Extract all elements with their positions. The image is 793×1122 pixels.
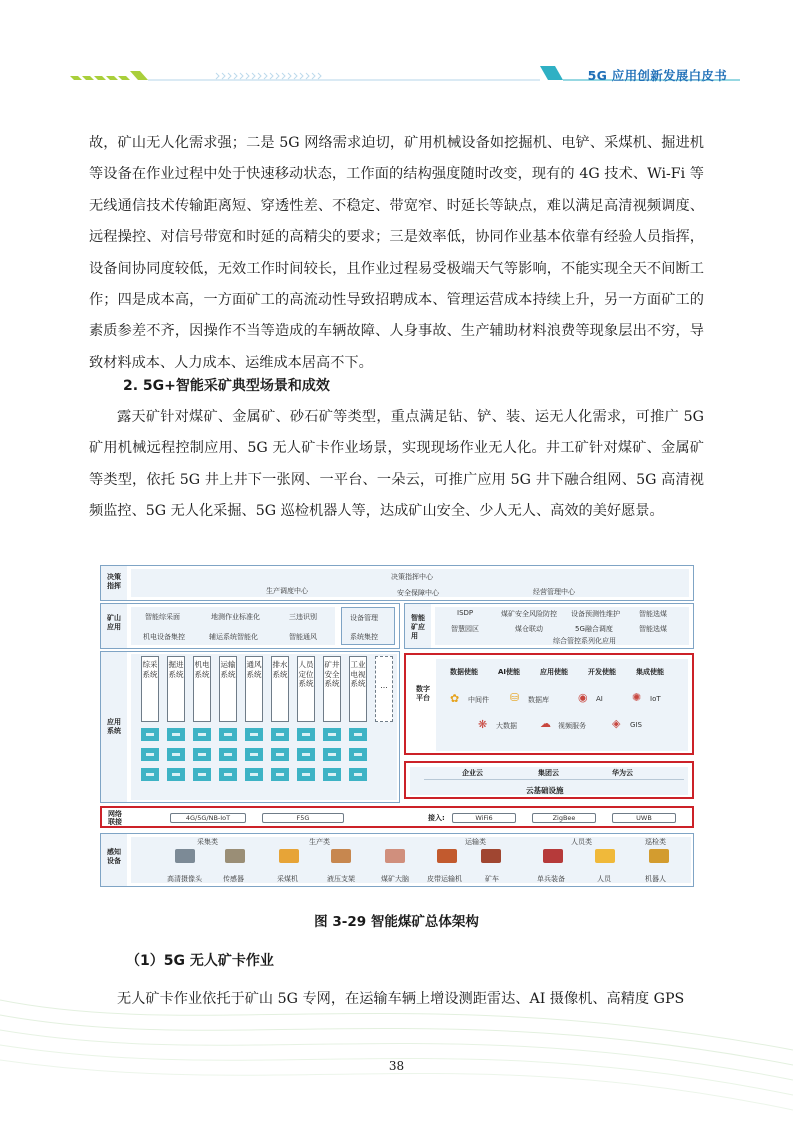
system-module-cell [349, 728, 367, 741]
network-layer [100, 806, 694, 828]
big-data-icon: ❋ [478, 718, 488, 731]
system-module-cell [219, 748, 237, 761]
cloud-provider: 企业云 [462, 769, 483, 777]
system-column [219, 656, 237, 722]
system-module-cell [141, 748, 159, 761]
paragraph-2: 露天矿针对煤矿、金属矿、砂石矿等类型，重点满足钻、铲、装、运无人化需求，可推广 5G 矿用机械远程控制应用、5G 无人矿卡作业场景，实现现场作业无人化。井工矿针对煤矿、金属矿等类型，依托 5G 井上井下一张网、一平台、一朵云，可推广应用 5G 井下融合组网、5G 高清视频监控、5G 无人化采掘、5G 巡检机器人等，达成矿山安全、少人无人、高效的美好愿景。 [89, 409, 704, 520]
access-item: UWB [612, 813, 676, 823]
header-stripes [70, 71, 148, 80]
system-module-cell [167, 748, 185, 761]
individual-equipment-icon [543, 849, 563, 863]
smart-app-item: 煤矿安全风险防控 [501, 610, 557, 618]
device-item: 采煤机 [277, 875, 298, 883]
system-module-cell [271, 768, 289, 781]
system-module-cell [297, 728, 315, 741]
system-column [323, 656, 341, 722]
decision-item: 决策指挥中心 [391, 573, 433, 581]
mine-app-layer [100, 603, 400, 649]
device-item: 高清摄像头 [167, 875, 202, 883]
belt-conveyor-icon [437, 849, 457, 863]
device-item: 人员 [597, 875, 611, 883]
mgmt-item: 设备管理 [350, 614, 378, 622]
service: GIS [630, 721, 642, 729]
device-group: 运输类 [465, 838, 486, 846]
system-column [141, 656, 159, 722]
device-group: 采集类 [197, 838, 218, 846]
system-column-label: 机电系统 [194, 660, 210, 679]
system-column-label: 排水系统 [272, 660, 288, 679]
capability: AI使能 [498, 668, 521, 676]
mine-brain-icon [385, 849, 405, 863]
system-module-cell [219, 768, 237, 781]
smart-app-item: 综合管控系列化应用 [553, 637, 616, 645]
app-system-label: 应用系统 [107, 718, 121, 735]
system-module-cell [245, 728, 263, 741]
camera-icon [175, 849, 195, 863]
system-module-cell [271, 748, 289, 761]
system-column-label: 人员定位系统 [298, 660, 314, 688]
capability: 应用使能 [540, 668, 568, 676]
ai-icon: ◉ [578, 691, 588, 704]
capability: 集成使能 [636, 668, 664, 676]
system-module-cell [167, 728, 185, 741]
network-item: 4G/5G/NB-IoT [170, 813, 246, 823]
access-item: ZigBee [532, 813, 596, 823]
service: 大数据 [496, 722, 517, 730]
system-module-cell [245, 748, 263, 761]
system-module-cell [349, 748, 367, 761]
system-module-cell [193, 768, 211, 781]
network-item: F5G [262, 813, 344, 823]
smart-app-item: 5G融合调度 [575, 625, 613, 633]
system-column [271, 656, 289, 722]
header-chevrons [216, 73, 321, 79]
shearer-icon [279, 849, 299, 863]
smart-app-label: 智能矿应用 [411, 614, 425, 640]
system-column-label: 工业电视系统 [350, 660, 366, 688]
paragraph-1: 故，矿山无人化需求强；二是 5G 网络需求迫切，矿用机械设备如挖掘机、电铲、采煤机、掘进机等设备在作业过程中处于快速移动状态，工作面的结构强度随时改变，现有的 4G 技术、Wi-Fi 等无线通信技术传输距离短、穿透性差、不稳定、带宽窄、时延长等缺点，难以满足高清视频调度、远程操控、对信号带宽和时延的高精尖的要求；三是效率低，协同作业基本依靠有经验人员指挥，设备间协同度较低，无效工作时间较长，且作业过程易受极端天气等影响，不能实现全天不间断工作；四是成本高，一方面矿工的高流动性导致招聘成本、管理运营成本持续上升，另一方面矿工的素质参差不齐，因操作不当等造成的车辆故障、人身事故、生产辅助材料浪费等现象层出不穷，导致材料成本、人力成本、运维成本居高不下。 [89, 135, 704, 371]
cloud-infrastructure [404, 761, 694, 799]
worker-icon [595, 849, 615, 863]
decision-item: 生产调度中心 [266, 587, 308, 595]
service: 中间件 [468, 696, 489, 704]
digital-platform [404, 653, 694, 755]
mine-app-item: 机电设备集控 [143, 633, 185, 641]
mine-car-icon [481, 849, 501, 863]
sensor-icon [225, 849, 245, 863]
device-label: 感知设备 [107, 848, 121, 865]
mine-app-item: 辅运系统智能化 [209, 633, 258, 641]
iot-icon: ✺ [632, 691, 642, 704]
hydraulic-support-icon [331, 849, 351, 863]
cloud-provider: 集团云 [538, 769, 559, 777]
cloud-label: 云基础设施 [526, 786, 564, 795]
decision-item: 安全保障中心 [397, 589, 439, 597]
system-module-cell [323, 728, 341, 741]
device-item: 传感器 [223, 875, 244, 883]
subsection-heading: （1）5G 无人矿卡作业 [126, 953, 274, 969]
capability: 开发使能 [588, 668, 616, 676]
device-layer [100, 833, 694, 887]
robot-icon [649, 849, 669, 863]
system-column-label: 运输系统 [220, 660, 236, 679]
system-column [167, 656, 185, 722]
system-module-cell [323, 748, 341, 761]
device-group: 生产类 [309, 838, 330, 846]
device-item: 皮带运输机 [427, 875, 462, 883]
digital-label: 数字平台 [416, 685, 430, 702]
device-item: 煤矿大脑 [381, 875, 409, 883]
mine-app-item: 智能通风 [289, 633, 317, 641]
mine-app-label: 矿山应用 [107, 614, 121, 631]
header-banner [0, 0, 793, 100]
service: 数据库 [528, 696, 549, 704]
mine-app-item: 智能综采面 [145, 613, 180, 621]
system-column-label: 综采系统 [142, 660, 158, 679]
system-module-cell [323, 768, 341, 781]
network-label: 网络联接 [108, 810, 122, 826]
system-column [193, 656, 211, 722]
background-waves [0, 960, 793, 1122]
smart-app-layer [404, 603, 694, 649]
video-service-icon: ☁ [540, 717, 551, 730]
decision-item: 经营管理中心 [533, 588, 575, 596]
system-column [245, 656, 263, 722]
system-module-cell [219, 728, 237, 741]
device-item: 单兵装备 [537, 875, 565, 883]
system-module-cell [141, 768, 159, 781]
mine-app-item: 三违识别 [289, 613, 317, 621]
section-heading: 2. 5G+智能采矿典型场景和成效 [123, 378, 330, 394]
app-system-layer [100, 651, 400, 803]
mgmt-item: 系统集控 [350, 633, 378, 641]
header-title-badge [540, 66, 563, 80]
service: IoT [650, 695, 661, 703]
system-column [375, 656, 393, 722]
system-module-cell [297, 748, 315, 761]
service: 视频服务 [558, 722, 586, 730]
smart-app-item: 智慧园区 [451, 625, 479, 633]
system-module-cell [193, 748, 211, 761]
paragraph-3: 无人矿卡作业依托于矿山 5G 专网，在运输车辆上增设测距雷达、AI 摄像机、高精度 GPS [117, 991, 685, 1007]
decision-label: 决策指挥 [107, 573, 121, 590]
smart-app-item: 智能选煤 [639, 610, 667, 618]
smart-app-item: 煤仓联动 [515, 625, 543, 633]
page-number: 38 [388, 1059, 405, 1073]
mgmt-box [341, 607, 395, 645]
system-module-cell [167, 768, 185, 781]
system-column [349, 656, 367, 722]
system-module-cell [297, 768, 315, 781]
smart-app-item: 设备预测性维护 [571, 610, 620, 618]
gis-icon: ◈ [612, 717, 621, 730]
capability: 数据使能 [450, 668, 478, 676]
access-item: WiFi6 [452, 813, 516, 823]
smart-app-item: ISDP [457, 609, 474, 617]
system-module-cell [245, 768, 263, 781]
system-column-label: 掘进系统 [168, 660, 184, 679]
smart-app-item: 智能选煤 [639, 625, 667, 633]
mine-app-item: 地测作业标准化 [211, 613, 260, 621]
database-icon: ⛁ [510, 691, 520, 704]
system-module-cell [349, 768, 367, 781]
figure-caption: 图 3-29 智能煤矿总体架构 [314, 914, 479, 930]
header-title: 5G 应用创新发展白皮书 [587, 68, 727, 83]
device-item: 液压支架 [327, 875, 355, 883]
system-module-cell [141, 728, 159, 741]
system-module-cell [271, 728, 289, 741]
device-group: 巡检类 [645, 838, 666, 846]
device-group: 人员类 [571, 838, 592, 846]
system-column-label: … [380, 681, 388, 690]
service: AI [596, 695, 603, 703]
middleware-icon: ✿ [450, 692, 460, 705]
decision-layer [100, 565, 694, 601]
system-module-cell [193, 728, 211, 741]
access-label: 接入: [428, 814, 445, 822]
system-column-label: 通风系统 [246, 660, 262, 679]
cloud-provider: 华为云 [612, 769, 633, 777]
device-item: 机器人 [645, 875, 666, 883]
system-column-label: 矿井安全系统 [324, 660, 340, 688]
architecture-diagram [100, 565, 694, 889]
system-column [297, 656, 315, 722]
device-item: 矿车 [485, 875, 499, 883]
